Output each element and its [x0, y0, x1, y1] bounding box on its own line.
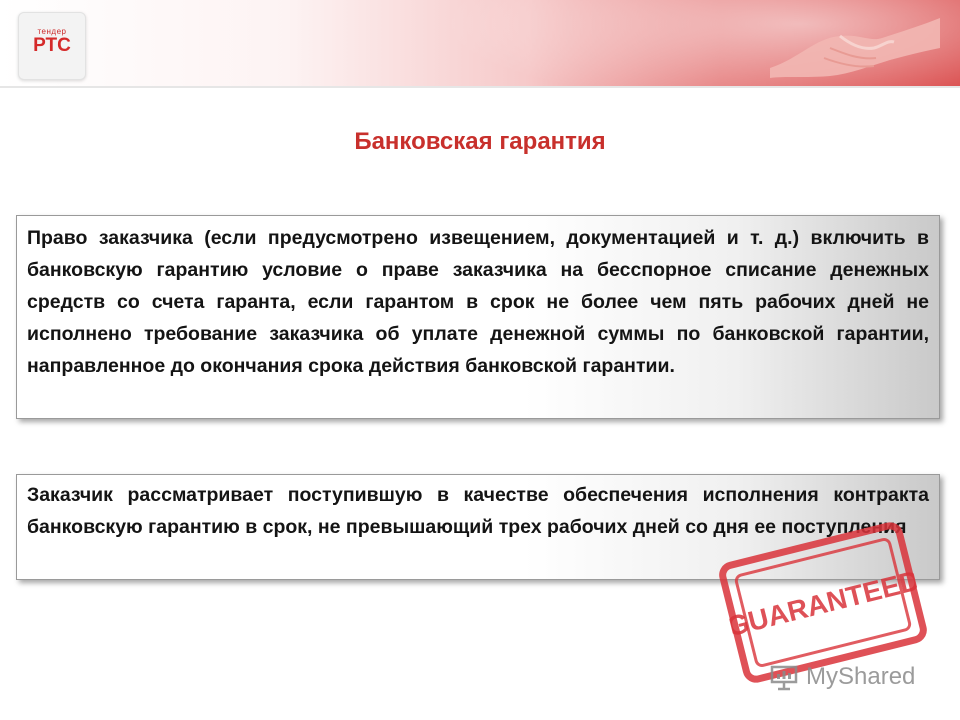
logo-big-text: РТС — [33, 35, 71, 56]
stamp-text: GUARANTEED — [723, 564, 923, 643]
watermark-text: MyShared — [806, 663, 916, 690]
text-box-review-term: Заказчик рассматривает поступившую в качестве обеспечения исполнения контракта банковскую гарантию в срок, не превышающий трех рабочих дней со дня ее поступления — [16, 474, 940, 580]
watermark — [770, 660, 915, 694]
slide-title: Банковская гарантия — [354, 128, 606, 155]
text-box-customer-right: Право заказчика (если предусмотрено извещением, документацией и т. д.) включить в банковскую гарантию условие о праве заказчика на бесспорное списание денежных средств со счета гаранта, если гарантом в срок не более чем пять рабочих дней не исполнено требование заказчика об уплате денежной суммы по банковской гарантии, направленное до окончания срока действия банковской гарантии. — [16, 215, 940, 419]
logo-small-text: тендер — [37, 27, 67, 36]
presentation-icon — [770, 663, 798, 691]
header-banner — [0, 0, 960, 88]
company-logo[interactable] — [18, 12, 86, 80]
handshake-icon — [770, 8, 940, 84]
